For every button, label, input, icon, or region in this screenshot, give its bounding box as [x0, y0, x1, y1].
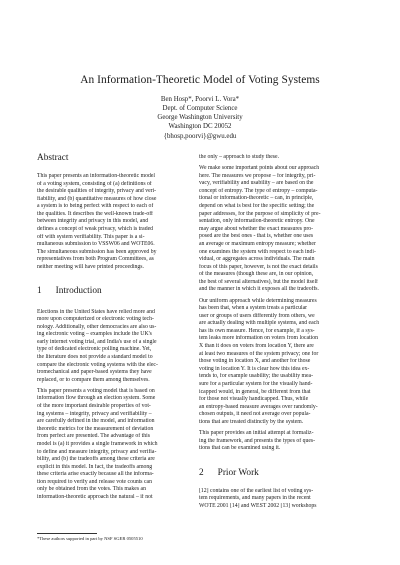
section-2-heading — [199, 468, 375, 479]
text-line: This paper presents an information-theoretic model — [37, 173, 155, 179]
paragraph — [199, 430, 375, 453]
text-line: bility, and (b) the tradeoffs among these criteria are — [37, 456, 155, 463]
right-column — [199, 154, 375, 514]
text-line: these criteria arise exactly because all the informa- — [37, 471, 154, 478]
text-line: an average or maximum entropy measure; whether — [199, 240, 316, 247]
text-line: vidual, or aggregates across individuals. The main — [199, 256, 315, 263]
text-line: for those not visually handicapped. Thus, while — [199, 396, 309, 403]
text-line: off with system verifiability. This paper is a si- — [37, 233, 145, 240]
text-line: early internet voting trial, and India's use of a single — [37, 338, 157, 345]
footnote-rule — [37, 533, 97, 534]
text-line: those voting in location X, and another for those — [199, 358, 311, 365]
text-line: of the measures (though these are, in our opinion, — [199, 271, 314, 278]
text-line: The simultaneous submission has been approved by — [37, 248, 157, 255]
author-email: {bhosp,poorvi}@gwu.edu — [163, 132, 237, 140]
author-university: George Washington University — [157, 114, 243, 122]
text-line: fiability, and (b) quantitative measures of how close — [37, 195, 157, 202]
text-line: ing the framework, and presents the types of ques- — [199, 437, 316, 444]
text-line: to define and measure integrity, privacy and verifia- — [37, 448, 157, 455]
text-line: tional or information-theoretic – can, in principle, — [199, 195, 314, 202]
text-line: user or groups of users differently from others, we — [199, 312, 315, 319]
text-line: model is (a) it provides a single framework in which — [37, 440, 158, 447]
section-2-number: 2 — [199, 467, 204, 478]
text-line: has its own measure. Hence, for example, if a sys- — [199, 327, 315, 334]
text-line: multaneous submission to VSSW06 and WOTE06. — [37, 241, 155, 248]
text-line: from perfect are presented. The advantage of this — [37, 433, 150, 440]
text-line: replaced, or to compare them among themselves. — [37, 376, 150, 383]
text-line: a system is to being perfect with respect to each of — [37, 203, 154, 210]
text-line: compare the electronic voting systems with the elec- — [37, 361, 158, 368]
text-line: the qualities. It describes the well-known trade-off — [37, 210, 153, 217]
text-line: This paper provides an initial attempt at formaliz- — [199, 430, 314, 437]
author-block — [0, 95, 400, 141]
abstract-heading: Abstract — [37, 153, 69, 163]
section-1-body — [37, 309, 213, 502]
text-line: information flow through an election system. Some — [37, 395, 156, 402]
section-1-heading — [37, 286, 213, 297]
text-line: tends to, for example usability; the usability mea- — [199, 373, 314, 380]
footnote: *These authors supported in part by NSF SGER 0505510 — [37, 536, 143, 541]
section-2-title: Prior Work — [217, 467, 259, 478]
text-line: X than it does on voters from location Y, there are — [199, 343, 314, 350]
text-line: sentation, only information-theoretic entropy. One — [199, 218, 315, 225]
text-line: explicit in this model. In fact, the tradeoffs among — [37, 463, 153, 470]
text-line: ing electronic voting – examples include the UK's — [37, 331, 152, 338]
text-line: WOTE 2001 [14] and WEST 2002 [13] workshops — [199, 502, 317, 509]
text-line: tromechanical and paper-based systems they have — [37, 369, 152, 376]
text-line: tions that are treated distinctly by the system. — [199, 418, 304, 425]
paragraph — [37, 309, 213, 385]
text-line: nology. Additionally, other democracies are also us- — [37, 323, 157, 330]
text-line: sure for a particular system for the visually hand- — [199, 380, 313, 387]
text-line: focus of this paper, however, is not the exact details — [199, 263, 318, 270]
text-line: posed are the best ones - that is, whether one uses — [199, 233, 314, 240]
text-line: ing systems – integrity, privacy and verifiability – — [37, 410, 152, 417]
text-line: the desirable qualities of integrity, privacy and veri- — [37, 188, 157, 195]
text-line: representatives from both Program Committees, as — [37, 256, 154, 263]
text-line: of a voting system, consisting of (a) definitions of — [37, 180, 152, 187]
paragraph — [199, 154, 375, 162]
text-line: information-theoretic approach the natural – if not — [37, 493, 153, 500]
text-line: depend on what is best for the specific setting; the — [199, 203, 315, 210]
text-line: of the more important desirable properties of vot- — [37, 403, 151, 410]
text-line: tem requirements, and many papers in the recent — [199, 495, 311, 502]
text-line: This paper presents a voting model that is based on — [37, 387, 155, 394]
text-line: here. The measures we propose – for integrity, pri- — [199, 172, 316, 179]
section-1-title: Introduction — [55, 285, 102, 296]
text-line: has been that, when a system treats a particular — [199, 305, 308, 312]
paragraph — [199, 165, 375, 294]
text-line: Elections in the United States have relied more and — [37, 308, 155, 315]
text-line: defines a concept of weak privacy, which is traded — [37, 226, 154, 233]
text-line: more upon computerized or electronic voting tech- — [37, 316, 154, 323]
text-line: type of dedicated electronic polling machine. Yet, — [37, 346, 152, 353]
text-line: the best of several alternatives), but the model itself — [199, 278, 318, 285]
text-line: are carefully defined in the model, and information — [37, 418, 155, 425]
text-line: concept of entropy. The type of entropy – computa- — [199, 187, 318, 194]
text-line: voting in location Y. It is clear how this idea ex- — [199, 365, 310, 372]
abstract-paragraph — [37, 173, 213, 272]
text-line: the literature does not provide a standard model to — [37, 353, 153, 360]
text-line: Our uniform approach while determining measures — [199, 297, 317, 304]
text-line: the only – approach to study these. — [199, 154, 280, 160]
paragraph — [199, 298, 375, 427]
text-line: [12] contains one of the earliest list of voting sys- — [199, 487, 314, 494]
text-line: tion required to verify and release vote counts can — [37, 478, 152, 485]
text-line: between integrity and privacy in this model, and — [37, 218, 149, 225]
text-line: icapped would, in general, be different from that — [199, 388, 311, 395]
text-line: tions that can be examined using it. — [199, 445, 281, 452]
paper-title: An Information-Theoretic Model of Voting Systems — [80, 74, 320, 86]
author-department: Dept. of Computer Science — [162, 105, 238, 113]
text-line: theoretic metrics for the measurement of deviation — [37, 425, 154, 432]
author-names: Ben Hosp*, Poorvi L. Vora* — [160, 96, 240, 103]
text-line: chosen outputs, it need not average over popula- — [199, 411, 311, 418]
text-line: one examines the system with respect to each indi- — [199, 248, 316, 255]
author-city: Washington DC 20052 — [168, 123, 232, 131]
text-line: are actually dealing with multiple systems, and each — [199, 320, 320, 327]
text-line: We make some important points about our approach — [199, 165, 320, 172]
text-line: only be obtained from the votes. This makes an — [37, 486, 146, 493]
text-line: an entropy-based measure averages over randomly- — [199, 403, 318, 410]
text-line: paper addresses, for the purpose of simplicity of pre- — [199, 210, 321, 217]
section-1-number: 1 — [37, 285, 42, 296]
section-2-paragraph — [199, 488, 375, 511]
left-column — [37, 152, 213, 505]
text-line: and the manner in which it exposes all the tradeoffs. — [199, 286, 319, 293]
text-line: neither meeting will have printed proceedings. — [37, 263, 144, 270]
text-line: at least two measures of the system privacy; one for — [199, 350, 319, 357]
right-column-body — [199, 154, 375, 453]
text-line: may argue about whether the exact measures pro- — [199, 225, 314, 232]
text-line: tem leaks more information on voters from location — [199, 335, 318, 342]
paragraph — [37, 388, 213, 502]
text-line: vacy, verifiability and usability – are based on the — [199, 180, 314, 187]
